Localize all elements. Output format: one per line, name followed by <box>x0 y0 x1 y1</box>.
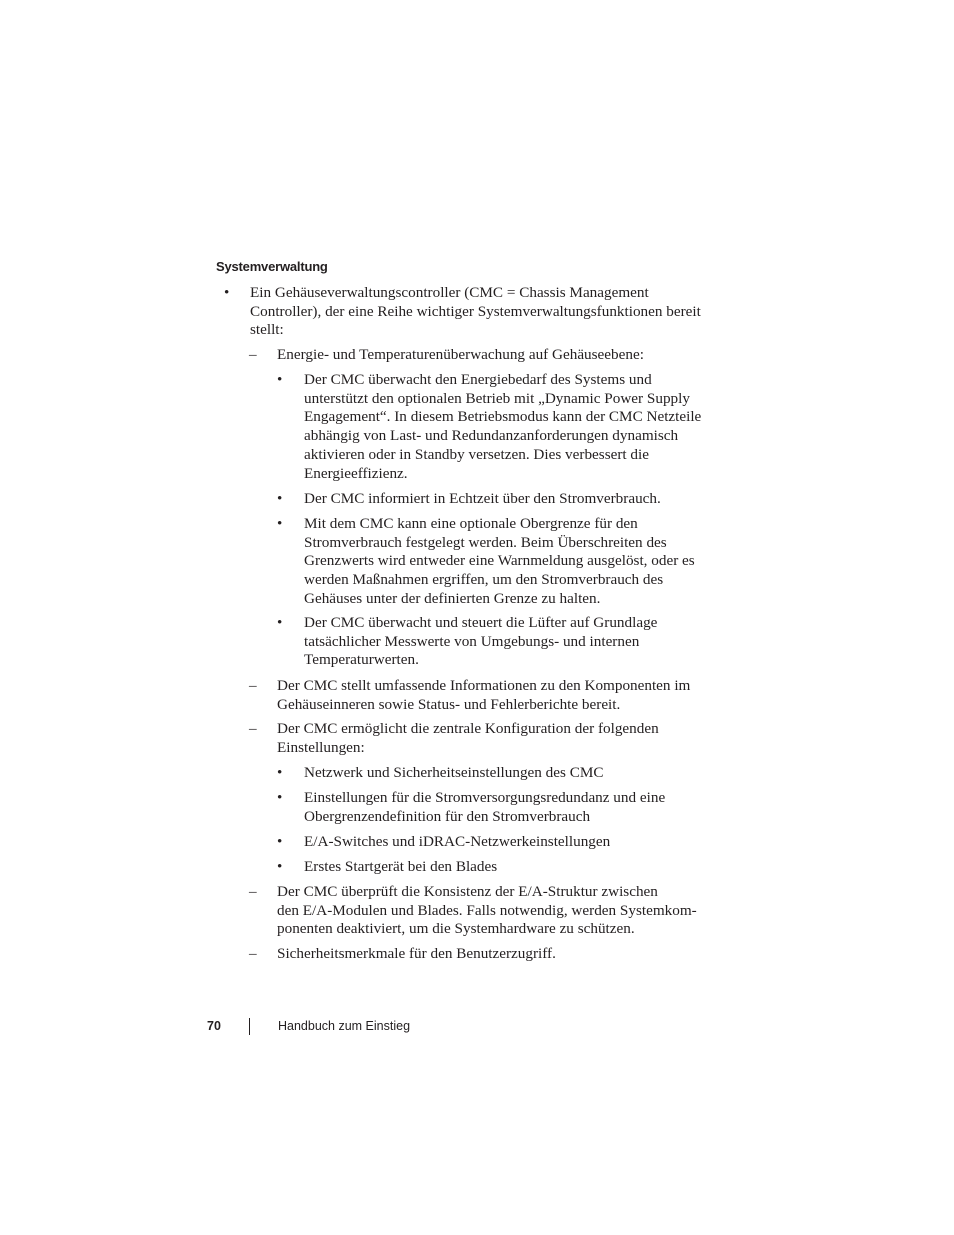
text-line: Der CMC überwacht und steuert die Lüfter auf Grundlage <box>304 614 658 631</box>
sub-item <box>277 883 722 939</box>
bullet-marker: • <box>277 371 283 388</box>
sub-item <box>277 720 722 757</box>
text-line: Engagement“. In diesem Betriebsmodus kann der CMC Netzteile <box>304 408 702 426</box>
text-line: Energieeffizienz. <box>304 464 408 482</box>
text-line: Der CMC ermöglicht die zentrale Konfiguration der folgenden <box>277 720 659 737</box>
dash-marker: – <box>249 883 257 900</box>
sub-item <box>277 677 722 714</box>
bullet-marker: • <box>277 614 283 631</box>
text-line: ponenten deaktiviert, um die Systemhardware zu schützen. <box>277 920 635 938</box>
text-line: Controller), der eine Reihe wichtiger Systemverwaltungsfunktionen bereit <box>250 302 701 320</box>
page-number: 70 <box>207 1019 221 1033</box>
text-line: Stromverbrauch festgelegt werden. Beim Überschreiten des <box>304 533 667 551</box>
section-heading: Systemverwaltung <box>216 259 328 274</box>
text-line: E/A-Switches und iDRAC-Netzwerkeinstellungen <box>304 833 611 850</box>
bullet-marker: • <box>277 858 283 875</box>
text-line: Energie- und Temperaturenüberwachung auf Gehäuseebene: <box>277 346 644 363</box>
text-line: Der CMC informiert in Echtzeit über den Stromverbrauch. <box>304 490 661 507</box>
dash-marker: – <box>249 677 257 694</box>
text-line: Der CMC stellt umfassende Informationen zu den Komponenten im <box>277 677 691 694</box>
text-line: Gehäuseinneren sowie Status- und Fehlerberichte bereit. <box>277 695 621 713</box>
list-item <box>304 764 724 783</box>
text-line: Ein Gehäuseverwaltungscontroller (CMC = Chassis Management <box>250 284 649 301</box>
text-line: Temperaturwerten. <box>304 651 419 669</box>
text-line: Der CMC überprüft die Konsistenz der E/A-Struktur zwischen <box>277 883 658 900</box>
sub-item <box>277 346 722 365</box>
list-item <box>304 858 724 877</box>
list-item <box>304 614 724 670</box>
dash-marker: – <box>249 346 257 363</box>
text-line: Grenzwerts wird entweder eine Warnmeldung ausgelöst, oder es <box>304 552 695 570</box>
list-item <box>304 371 724 483</box>
bullet-marker: • <box>277 764 283 781</box>
text-line: Gehäuses unter der definierten Grenze zu halten. <box>304 589 601 607</box>
bullet-marker: • <box>277 833 283 850</box>
text-line: stellt: <box>250 321 284 339</box>
text-line: tatsächlicher Messwerte von Umgebungs- und internen <box>304 632 640 650</box>
text-line: Der CMC überwacht den Energiebedarf des Systems und <box>304 371 652 388</box>
bullet-marker: • <box>224 284 230 301</box>
text-line: werden Maßnahmen ergriffen, um den Stromverbrauch des <box>304 571 664 589</box>
text-line: abhängig von Last- und Redundanzanforderungen dynamisch <box>304 427 679 445</box>
text-line: aktivieren oder in Standby versetzen. Dies verbessert die <box>304 445 649 463</box>
list-item <box>304 833 724 852</box>
bullet-marker: • <box>277 789 283 806</box>
text-line: Mit dem CMC kann eine optionale Obergrenze für den <box>304 515 638 532</box>
text-line: Erstes Startgerät bei den Blades <box>304 858 498 875</box>
dash-marker: – <box>249 945 257 962</box>
list-item <box>304 515 724 609</box>
bullet-marker: • <box>277 515 283 532</box>
text-line: unterstützt den optionalen Betrieb mit „Dynamic Power Supply <box>304 389 690 407</box>
text-line: Obergrenzendefinition für den Stromverbrauch <box>304 807 591 825</box>
sub-item <box>277 945 722 964</box>
text-line: Netzwerk und Sicherheitseinstellungen des CMC <box>304 764 604 781</box>
dash-marker: – <box>249 720 257 737</box>
footer-title: Handbuch zum Einstieg <box>278 1019 411 1033</box>
intro-paragraph <box>250 284 720 340</box>
list-item <box>304 490 724 509</box>
list-item <box>304 789 724 826</box>
footer-divider <box>249 1018 250 1035</box>
bullet-marker: • <box>277 490 283 507</box>
text-line: Einstellungen: <box>277 738 365 756</box>
text-line: den E/A-Modulen und Blades. Falls notwendig, werden Systemkom- <box>277 901 697 919</box>
text-line: Einstellungen für die Stromversorgungsredundanz und eine <box>304 789 666 806</box>
text-line: Sicherheitsmerkmale für den Benutzerzugriff. <box>277 945 556 962</box>
